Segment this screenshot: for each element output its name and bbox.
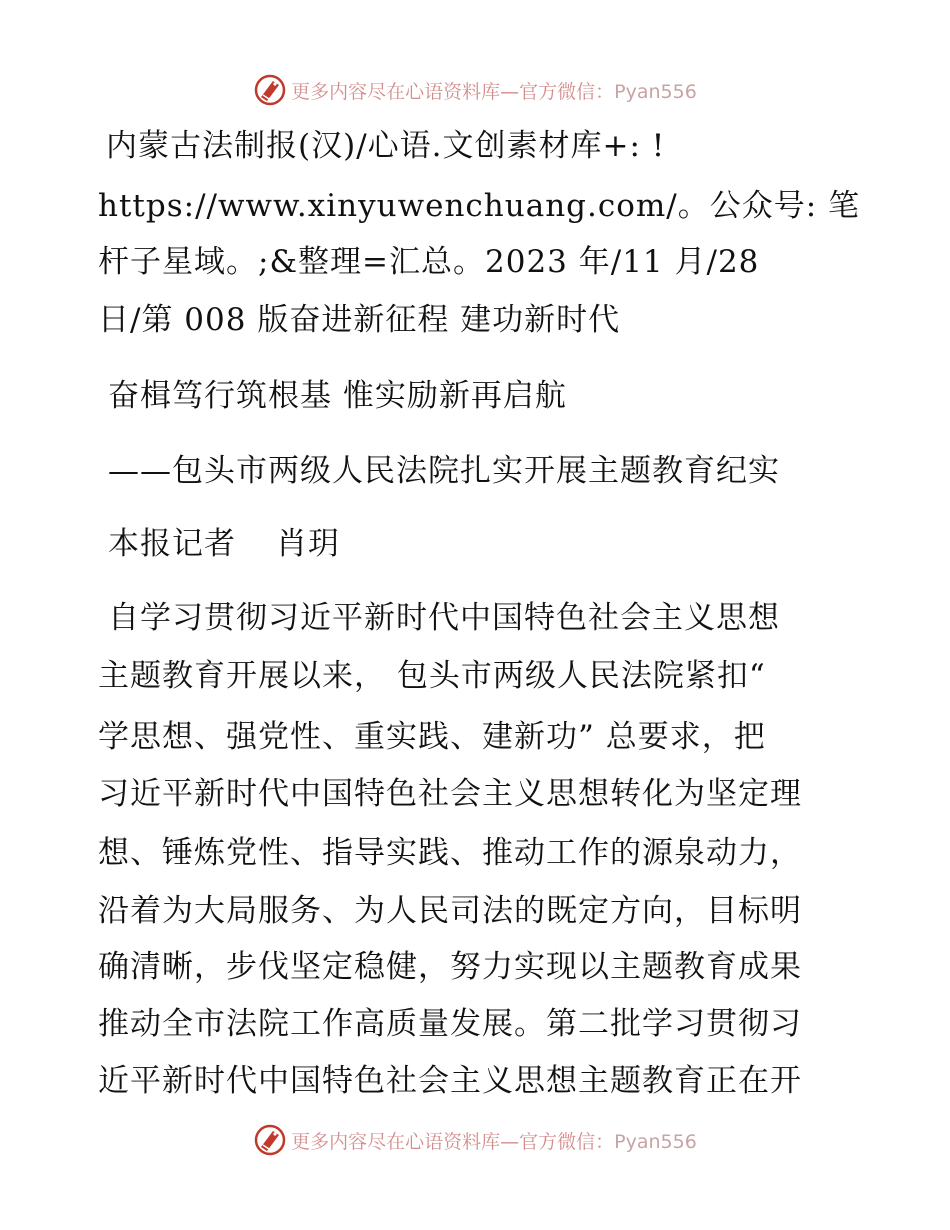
body-line-4: 习近平新时代中国特色社会主义思想转化为坚定理: [98, 776, 802, 812]
body-line-9: 近平新时代中国特色社会主义思想主题教育正在开: [98, 1063, 802, 1099]
byline-name-part2: 玥: [308, 526, 340, 562]
watermark-text: 更多内容尽在心语资料库—官方微信：: [291, 80, 615, 103]
byline-name-part1: 肖: [276, 526, 308, 562]
article-subtitle: ——包头市两级人民法院扎实开展主题教育纪实: [108, 453, 780, 489]
header-line-1: 内蒙古法制报(汉)/心语.文创素材库+: !: [106, 128, 666, 164]
body-line-3: 学思想、强党性、重实践、建新功” 总要求，把: [98, 719, 766, 755]
body-line-6: 沿着为大局服务、为人民司法的既定方向，目标明: [98, 893, 802, 929]
watermark-banner-bottom: [0, 1120, 950, 1160]
watermark-wechat-id: Pyan556: [614, 80, 697, 103]
body-line-5: 想、锤炼党性、指导实践、推动工作的源泉动力，: [98, 835, 802, 871]
pen-nib-logo-icon: [253, 73, 287, 107]
body-line-7: 确清晰，步伐坚定稳健，努力实现以主题教育成果: [98, 949, 802, 985]
header-line-2: https://www.xinyuwenchuang.com/。公众号: 笔: [98, 188, 861, 224]
watermark-text: 更多内容尽在心语资料库—官方微信：: [291, 1130, 615, 1153]
body-line-1: 自学习贯彻习近平新时代中国特色社会主义思想: [108, 600, 780, 636]
byline-label: 本报记者: [108, 526, 236, 562]
body-line-2: 主题教育开展以来， 包头市两级人民法院紧扣“: [98, 658, 766, 694]
header-line-4: 日/第 008 版奋进新征程 建功新时代: [98, 302, 621, 338]
byline: [108, 524, 340, 564]
pen-nib-logo-icon: [253, 1123, 287, 1157]
header-line-3: 杆子星域。;&整理=汇总。2023 年/11 月/28: [98, 244, 760, 280]
article-title: 奋楫笃行筑根基 惟实励新再启航: [108, 378, 567, 414]
watermark-wechat-id: Pyan556: [614, 1130, 697, 1153]
body-line-8: 推动全市法院工作高质量发展。第二批学习贯彻习: [98, 1006, 802, 1042]
watermark-banner-top: [0, 70, 950, 110]
